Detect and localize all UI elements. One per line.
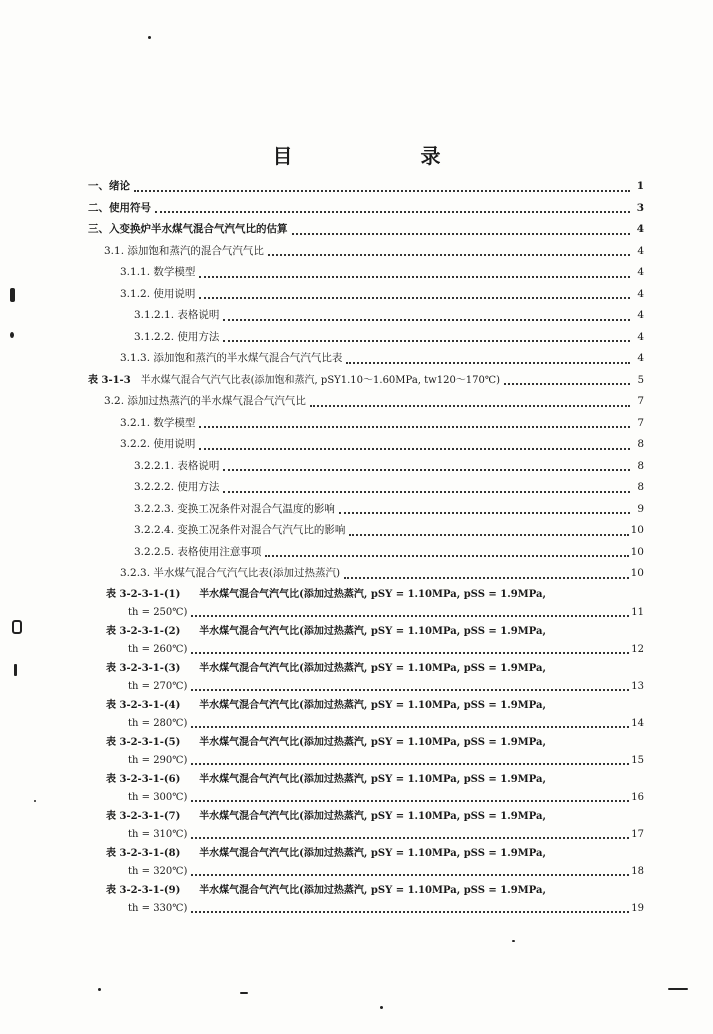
toc-leader-dots — [199, 426, 630, 428]
toc-entry — [88, 563, 644, 585]
toc-entry-label: 3.2.2.5. 表格使用注意事项 — [134, 545, 262, 558]
toc-entry-label: 3.1.3. 添加饱和蒸汽的半水煤气混合气汽气比表 — [120, 352, 343, 364]
toc-entry-label: 3.2.2.3. 变换工况条件对混合气温度的影响 — [134, 502, 335, 515]
scan-speck — [148, 36, 151, 39]
toc-table-number: 表 3-2-3-1-(7) — [106, 810, 181, 822]
toc-entry-label: 3.1.2.2. 使用方法 — [134, 330, 220, 343]
toc-table-entry — [88, 585, 644, 622]
toc-table-caption: 半水煤气混合气汽气比(添加过热蒸汽, pSY = 1.10MPa, pSS = 1.9MPa, — [199, 625, 546, 637]
toc-entry-label: 3.1.2.1. 表格说明 — [134, 309, 220, 321]
scan-speck — [10, 332, 14, 338]
toc-entry — [88, 198, 644, 220]
toc-table-caption-cont: th = 270℃) — [128, 680, 188, 692]
toc-table-caption: 半水煤气混合气汽气比(添加过热蒸汽, pSY = 1.10MPa, pSS = 1.9MPa, — [199, 810, 546, 822]
toc-entry — [88, 305, 644, 327]
toc-table-caption: 半水煤气混合气汽气比(添加过热蒸汽, pSY = 1.10MPa, pSS = 1.9MPa, — [199, 588, 546, 600]
toc-leader-dots — [199, 448, 630, 450]
toc-table-number: 表 3-2-3-1-(4) — [106, 699, 181, 711]
toc-table-line — [88, 881, 644, 900]
toc-entry — [88, 284, 644, 306]
toc-entry-label: 三、入变换炉半水煤气混合气汽气比的估算 — [88, 223, 288, 235]
toc-leader-dots — [191, 652, 629, 654]
toc-entry — [88, 542, 644, 564]
toc-leader-dots — [191, 911, 629, 913]
toc-page-number: 18 — [631, 865, 644, 877]
toc-table-number: 表 3-2-3-1-(5) — [106, 736, 181, 748]
toc-entry — [88, 327, 644, 349]
toc-leader-dots — [223, 340, 630, 342]
toc-page-number: 12 — [631, 643, 644, 655]
toc-table-entry — [88, 770, 644, 807]
toc-table-line — [88, 733, 644, 752]
toc-table-line — [88, 659, 644, 678]
toc-table-caption-cont: th = 330℃) — [128, 902, 188, 914]
toc-entry-label: 3.2.1. 数学模型 — [120, 416, 196, 429]
toc-page-number: 9 — [637, 502, 644, 515]
toc-leader-dots — [191, 726, 629, 728]
toc-table-entry — [88, 659, 644, 696]
toc-entry — [88, 499, 644, 521]
toc-entry — [88, 348, 644, 370]
table-of-contents — [88, 176, 644, 918]
toc-leader-dots — [223, 469, 630, 471]
toc-leader-dots — [339, 512, 630, 514]
toc-table-caption: 半水煤气混合气汽气比(添加过热蒸汽, pSY = 1.10MPa, pSS = 1.9MPa, — [199, 884, 546, 896]
toc-page-number: 8 — [637, 459, 644, 472]
toc-table-line — [88, 770, 644, 789]
toc-table-caption: 半水煤气混合气汽气比(添加过热蒸汽, pSY = 1.10MPa, pSS = 1.9MPa, — [199, 699, 546, 711]
toc-page-number: 11 — [631, 606, 644, 618]
toc-page-number: 1 — [636, 180, 644, 192]
toc-entry-label: 3.1.2. 使用说明 — [120, 287, 196, 300]
toc-table-line — [88, 789, 644, 807]
toc-table-line — [88, 604, 644, 622]
toc-page-number: 19 — [631, 902, 644, 914]
toc-leader-dots — [292, 233, 631, 235]
toc-table-caption: 半水煤气混合气汽气比(添加过热蒸汽, pSY = 1.10MPa, pSS = 1.9MPa, — [199, 662, 546, 674]
toc-table-caption-cont: th = 280℃) — [128, 717, 188, 729]
toc-page-number: 10 — [630, 567, 644, 579]
toc-leader-dots — [268, 254, 630, 256]
toc-table-caption-cont: th = 260℃) — [128, 643, 188, 655]
toc-entry — [88, 262, 644, 284]
toc-table-number: 表 3-1-3 — [88, 374, 131, 386]
page-title: 目 录 — [272, 144, 495, 168]
toc-entry-label: 半水煤气混合气汽气比表(添加饱和蒸汽, pSY1.10～1.60MPa, tw120～170℃) — [140, 374, 500, 386]
toc-table-caption-cont: th = 250℃) — [128, 606, 188, 618]
toc-table-line — [88, 863, 644, 881]
toc-table-caption: 半水煤气混合气汽气比(添加过热蒸汽, pSY = 1.10MPa, pSS = 1.9MPa, — [199, 773, 546, 785]
scan-speck — [12, 620, 22, 634]
toc-leader-dots — [199, 297, 630, 299]
scan-speck — [668, 988, 688, 990]
toc-table-line — [88, 844, 644, 863]
toc-table-caption-cont: th = 310℃) — [128, 828, 188, 840]
toc-table-line — [88, 585, 644, 604]
toc-leader-dots — [310, 405, 630, 407]
toc-leader-dots — [155, 211, 630, 213]
toc-page-number: 13 — [631, 680, 644, 692]
toc-leader-dots — [191, 763, 629, 765]
toc-entry-label: 3.1.1. 数学模型 — [120, 266, 196, 278]
toc-page-number: 7 — [637, 416, 644, 429]
toc-entry — [88, 434, 644, 456]
toc-page-number: 10 — [630, 524, 644, 536]
toc-leader-dots — [504, 383, 630, 385]
toc-table-line — [88, 752, 644, 770]
toc-page-number: 4 — [637, 287, 644, 300]
toc-leader-dots — [191, 615, 629, 617]
toc-table-entry — [88, 622, 644, 659]
toc-entry — [88, 477, 644, 499]
toc-page-number: 4 — [637, 266, 644, 278]
toc-page-number: 8 — [637, 481, 644, 493]
scan-speck — [240, 992, 248, 994]
toc-table-caption: 半水煤气混合气汽气比(添加过热蒸汽, pSY = 1.10MPa, pSS = 1.9MPa, — [199, 736, 546, 748]
scan-speck — [512, 940, 515, 942]
scan-speck — [10, 288, 15, 302]
toc-table-line — [88, 900, 644, 918]
toc-entry-label: 3.2. 添加过热蒸汽的半水煤气混合气汽气比 — [104, 395, 306, 407]
toc-page-number: 4 — [637, 309, 644, 321]
toc-entry-label: 3.2.2. 使用说明 — [120, 438, 196, 450]
scan-speck — [14, 664, 17, 676]
toc-table-line — [88, 715, 644, 733]
toc-entry-label: 3.2.2.1. 表格说明 — [134, 459, 220, 472]
toc-leader-dots — [344, 577, 629, 579]
toc-leader-dots — [223, 491, 630, 493]
toc-table-line — [88, 678, 644, 696]
toc-table-line — [88, 807, 644, 826]
toc-table-entry — [88, 844, 644, 881]
toc-leader-dots — [223, 319, 630, 321]
toc-entry — [88, 520, 644, 542]
toc-entry — [88, 456, 644, 478]
toc-leader-dots — [265, 555, 628, 557]
toc-page-number: 3 — [636, 201, 644, 214]
scan-speck — [34, 800, 36, 802]
toc-entry — [88, 219, 644, 241]
toc-table-line — [88, 696, 644, 715]
toc-table-number: 表 3-2-3-1-(1) — [106, 588, 181, 600]
toc-table-number: 表 3-2-3-1-(9) — [106, 884, 181, 896]
toc-page-number: 17 — [631, 828, 644, 840]
toc-table-entry — [88, 733, 644, 770]
toc-leader-dots — [134, 190, 630, 192]
toc-page-number: 5 — [637, 374, 644, 386]
toc-table-number: 表 3-2-3-1-(8) — [106, 847, 181, 859]
toc-table-caption: 半水煤气混合气汽气比(添加过热蒸汽, pSY = 1.10MPa, pSS = 1.9MPa, — [199, 847, 546, 859]
toc-table-entry — [88, 881, 644, 918]
toc-page-number: 15 — [631, 754, 644, 766]
toc-page-number: 4 — [637, 244, 644, 257]
toc-page-number: 10 — [630, 545, 644, 558]
toc-leader-dots — [191, 800, 629, 802]
toc-page-number: 14 — [631, 717, 644, 729]
toc-table-entry — [88, 807, 644, 844]
scan-speck — [98, 988, 101, 991]
toc-entry-label: 3.1. 添加饱和蒸汽的混合气汽气比 — [104, 244, 264, 257]
toc-table-caption-cont: th = 300℃) — [128, 791, 188, 803]
toc-table-caption-cont: th = 320℃) — [128, 865, 188, 877]
toc-entry-label: 3.2.2.4. 变换工况条件对混合气汽气比的影响 — [134, 524, 346, 536]
toc-table-entry — [88, 370, 644, 392]
toc-leader-dots — [191, 874, 629, 876]
toc-page-number: 16 — [631, 791, 644, 803]
toc-page-number: 8 — [637, 438, 644, 450]
toc-leader-dots — [199, 276, 630, 278]
toc-leader-dots — [191, 837, 629, 839]
toc-page-number: 4 — [637, 330, 644, 343]
toc-entry — [88, 413, 644, 435]
toc-entry-label: 3.2.3. 半水煤气混合气汽气比表(添加过热蒸汽) — [120, 567, 341, 579]
toc-entry — [88, 241, 644, 263]
toc-leader-dots — [191, 689, 629, 691]
toc-leader-dots — [349, 534, 628, 536]
toc-table-number: 表 3-2-3-1-(2) — [106, 625, 181, 637]
toc-entry — [88, 391, 644, 413]
toc-entry-label: 3.2.2.2. 使用方法 — [134, 481, 220, 493]
toc-table-line — [88, 826, 644, 844]
toc-page-number: 4 — [637, 352, 644, 364]
toc-entry-label: 一、绪论 — [88, 180, 130, 192]
scan-speck — [380, 1006, 383, 1009]
toc-leader-dots — [346, 362, 630, 364]
toc-page-number: 7 — [637, 395, 644, 407]
toc-entry-label: 二、使用符号 — [88, 201, 151, 214]
toc-table-entry — [88, 696, 644, 733]
toc-table-line — [88, 622, 644, 641]
toc-page-number: 4 — [636, 223, 644, 235]
toc-table-number: 表 3-2-3-1-(6) — [106, 773, 181, 785]
toc-table-line — [88, 641, 644, 659]
toc-table-caption-cont: th = 290℃) — [128, 754, 188, 766]
toc-table-number: 表 3-2-3-1-(3) — [106, 662, 181, 674]
toc-entry — [88, 176, 644, 198]
